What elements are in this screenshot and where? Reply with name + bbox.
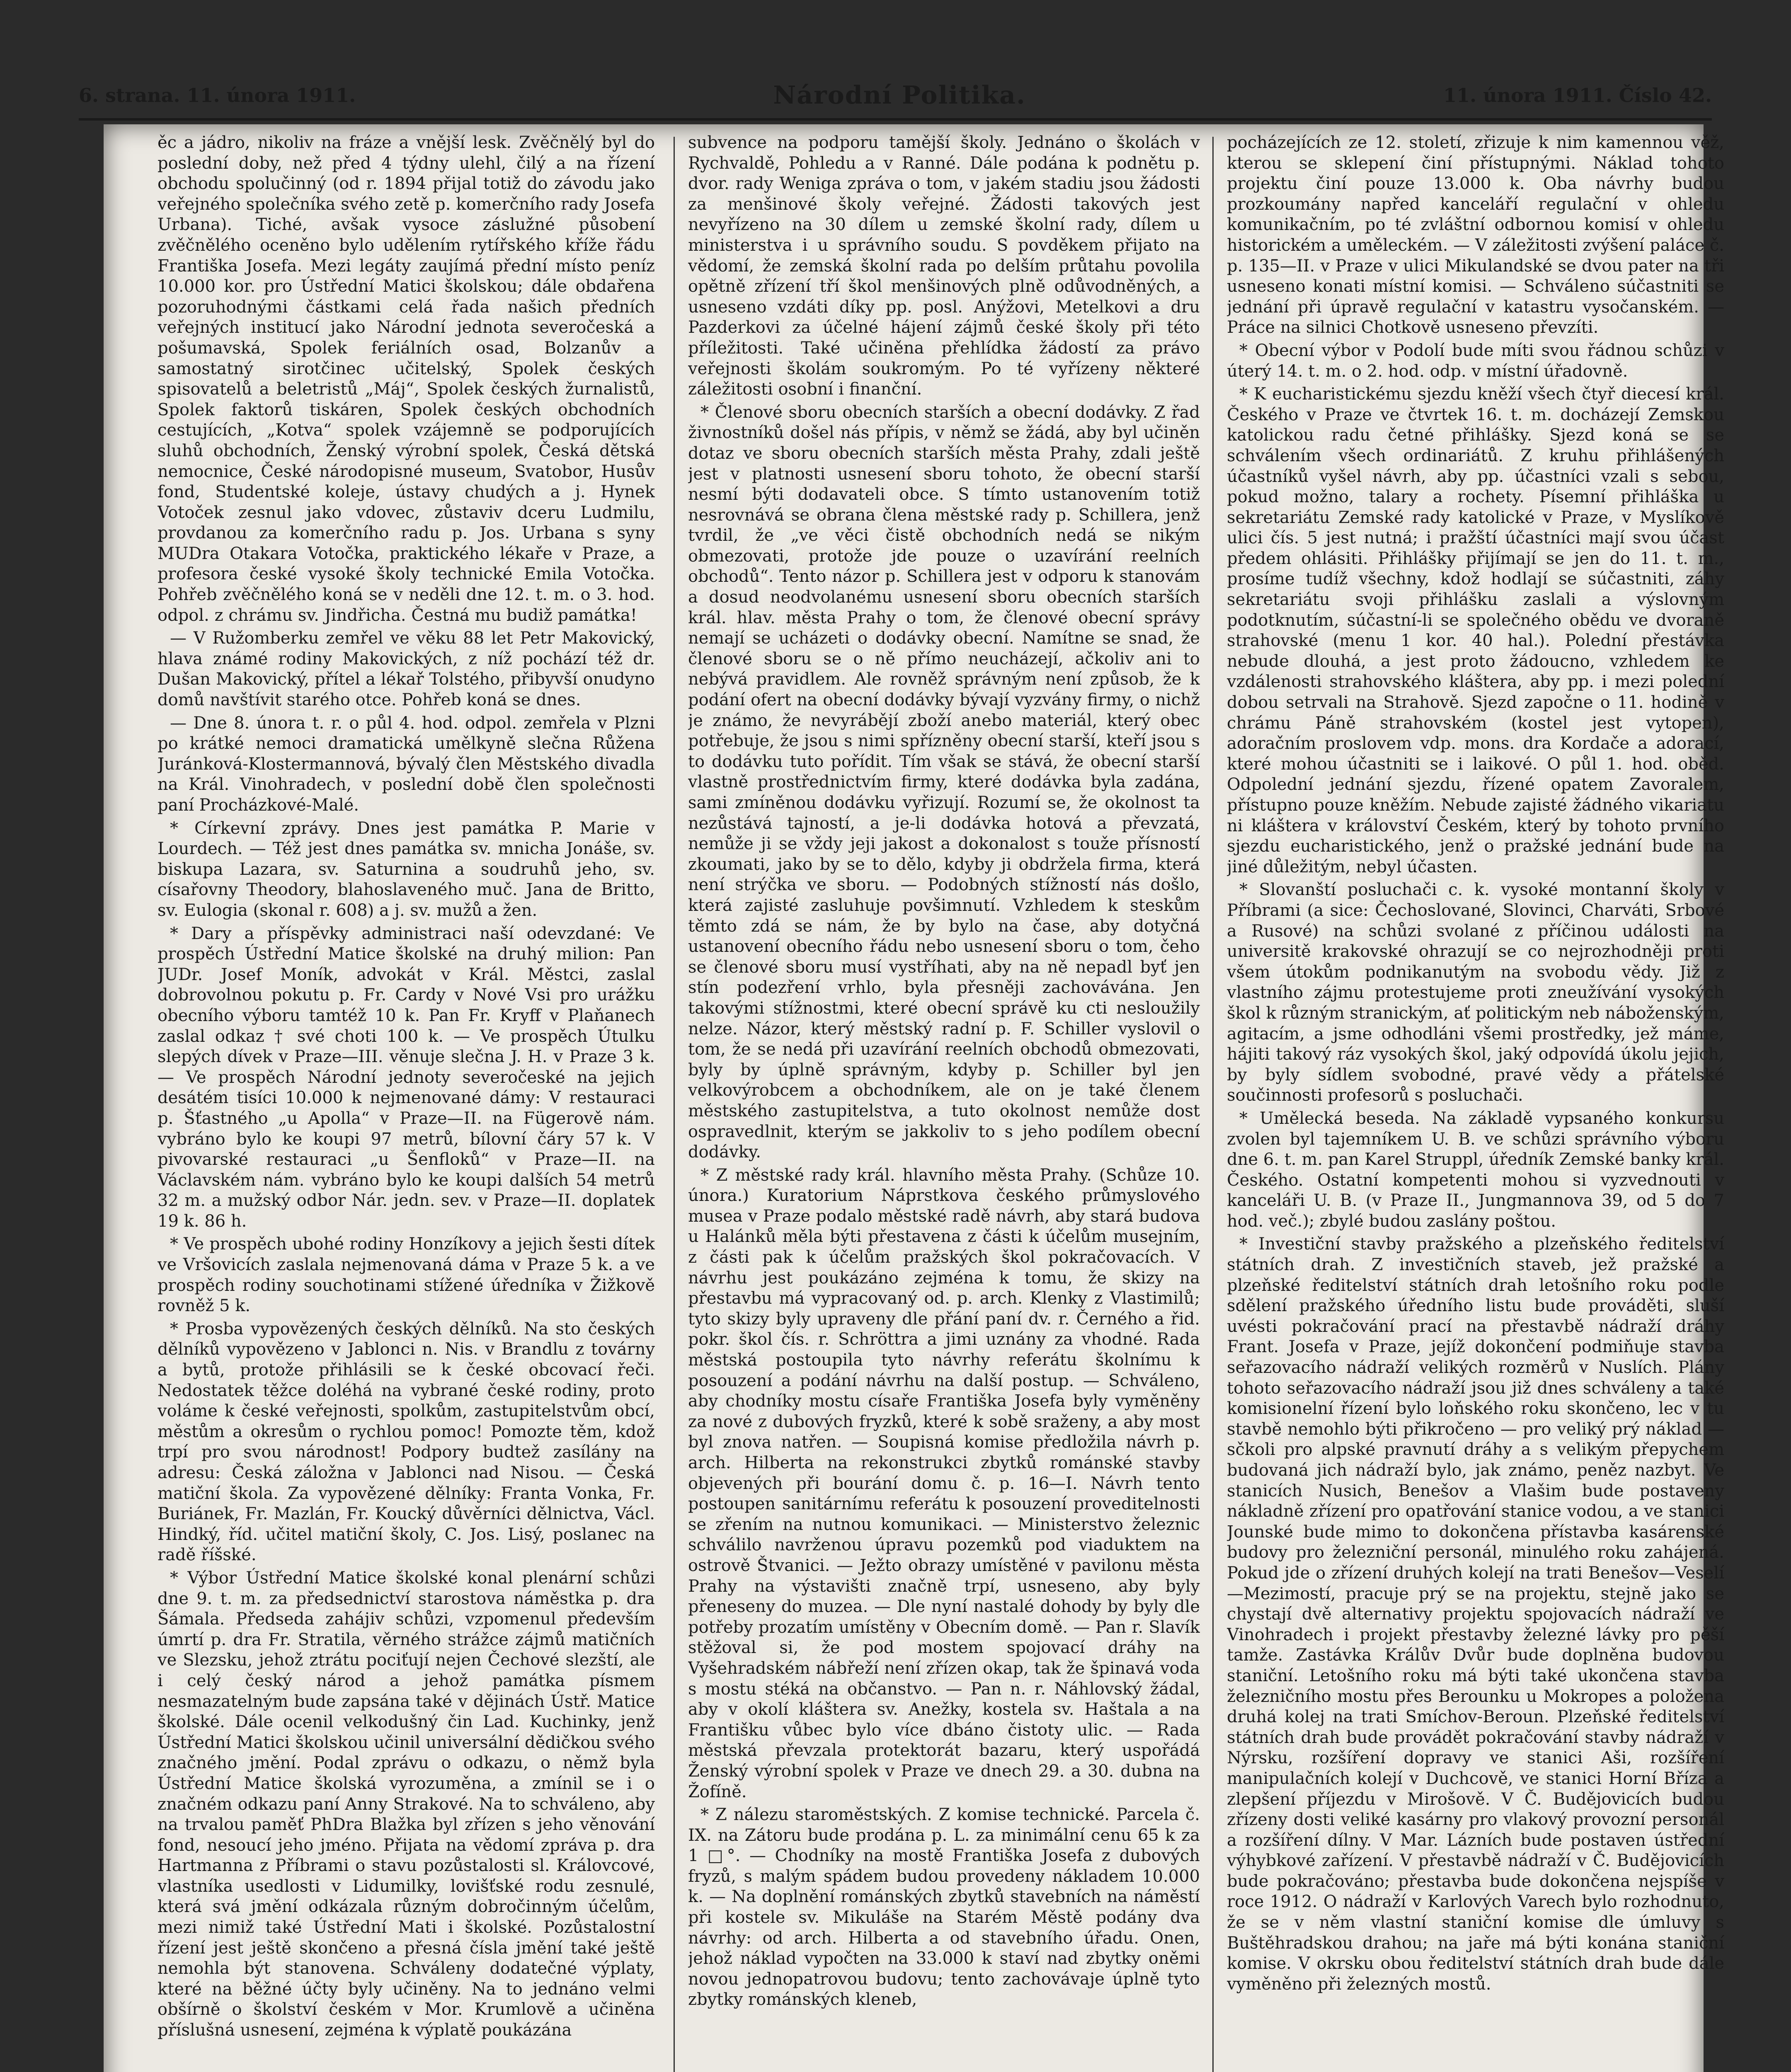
column-separator: [1212, 137, 1214, 2072]
article-paragraph: pocházejících ze 12. století, zřizuje k nim kamennou věž, kterou se sklepení činí přístupnými. Náklad tohoto projektu činí pouze 13.000 k. Oba návrhy budou prozkoumány napřed kanceláří regulační v ohledu komunikačním, po té zvláštní odbornou komisí v ohledu historickém a uměleckém. — V záležitosti zvýšení paláce č. p. 135—II. v Praze v ulici Mikulandské se dvou pater na tři usneseno konati místní komisi. — Schváleno súčastniti se jednání při úpravě regulační v katastru vysočanském. — Práce na silnici Chotkově usneseno převzíti.: [1227, 133, 1724, 337]
article-paragraph: * Investiční stavby pražského a plzeňského ředitelství státních drah. Z investičních staveb, jež pražské a plzeňské ředitelství státních drah letošního roku podle sdělení pražského úředního listu bude prováděti, sluší uvésti pokračování prací na přestavbě nádraží dráhy Frant. Josefa v Praze, jejíž dokončení podmiňuje stavba seřazovacího nádraží velikých rozměrů v Nuslích. Plány tohoto seřazovacího nádraží jsou již dnes schváleny a také komisionelní řízení bylo loňského roku skončeno, lec v tu stavbě nemohlo býti přikročeno — pro veliký prý náklad — sčkoli pro alpské pravnutí dráhy a s velikým přepychem budovaná jich nádraží bylo, jak známo, peněz nazbyt. Ve stanicích Nusich, Benešov a Vlašim bude postaveny nákladně zřízení pro opatřování stanice vodou, a ve stanici Jounské bude mimo to dokončena přístavba kasárenské budovy pro železniční personál, minulého roku zahájená. Pokud jde o zřízení druhých kolejí na trati Benešov—Veselí—Mezimostí, pracuje prý se na projektu, stejně jako se chystají dvě alternativy projektu spojovacích nádraží ve Vinohradech i projekt přestavby železné lávky pro pěší tamže. Zastávka Králův Dvůr bude doplněna budovou staniční. Letošního roku má býti také ukončena stavba železničního mostu přes Berounku u Mokropes a položena druhá kolej na trati Smíchov-Beroun. Plzeňské ředitelství státních drah bude provádět pokračování stavby nádraží v Nýrsku, rozšíření dopravy ve stanici Aši, rozšíření manipulačních kolejí v Duchcově, ve stanici Horní Bříza a zlepšení příjezdu v Mirošově. V Č. Budějovicích budou zřízeny dosti veliké kasárny pro vlakový provozní personál a rozšíření dílny. V Mar. Lázních bude postaven ústřední výhybkové zařízení. V přestavbě nádraží v Č. Budějovicích bude pokračováno; přestavba bude dokončena nejspíše v roce 1912. O nádraží v Karlových Varech bylo rozhodnuto, že se v něm vlastní staniční komise dle úmluvy s Buštěhradskou drahou; na jaře má býti konána staniční komise. V okrsku obou ředitelství státních drah bude dále vyměněno při železných mostů.: [1227, 1234, 1724, 1994]
article-paragraph: * Umělecká beseda. Na základě vypsaného konkursu zvolen byl tajemníkem U. B. ve schůzi správního výboru dne 6. t. m. pan Karel Struppl, úředník Zemské banky král. Českého. Ostatní kompetenti mohou si vyzvednouti v kanceláři U. B. (v Praze II., Jungmannova 39, od 5 do 7 hod. več.); zbylé budou zaslány poštou.: [1227, 1109, 1724, 1231]
article-paragraph: subvence na podporu tamější školy. Jednáno o školách v Rychvaldě, Pohledu a v Ranné. Dále podána k podnětu p. dvor. rady Wenigа zpráva o tom, v jakém stadiu jsou žádosti za menšinové školy veřejné. Žádosti takových jest nevyřízeno na 30 dílem u zemské školní rady, dílem u ministerstva i u správního soudu. S povděkem přijato na vědomí, že zemská školní rada po delším průtahu povolila opětně zřízení tří škol menšinových plně odůvodněných, a usneseno vzdáti díky pp. posl. Anýžovi, Metelkovi a dru Pazderkovi za účelné hájení zájmů české školy při této příležitosti. Také učiněna přehlídka žádostí za právo veřejnosti školám soukromým. Po té vyřízeny některé záležitosti osobní i finanční.: [688, 133, 1200, 399]
header-rule: [79, 118, 1712, 121]
article-paragraph: * Církevní zprávy. Dnes jest památka P. Marie v Lourdech. — Též jest dnes památka sv. mnicha Jonáše, sv. biskupa Lazara, sv. Saturnina a soudruhů jeho, sv. císařovny Theodory, blahoslaveného muč. Jana de Britto, sv. Eulogia (skonal r. 608) a j. sv. mužů a žen.: [158, 818, 655, 920]
article-paragraph: * Členové sboru obecních starších a obecní dodávky. Z řad živnostníků došel nás přípis, v němž se žádá, aby byl učiněn dotaz ve sboru obecních starších města Prahy, zdali ještě jest v platnosti usnesení sboru tohoto, že obecní starší nesmí býti dodavateli obce. S tímto ustanovením totiž nesrovnává se obrana člena městské rady p. Schillera, jenž tvrdil, že „ve věci čistě obchodních nedá se nikým obmezovati, protože jde pouze o uzavírání reelních obchodů“. Tento názor p. Schillera jest v odporu k stanovám a dosud neodvolanému usnesení sboru obecních starších král. hlav. města Prahy o tom, že členové obecní správy nemají se ucházeti o dodávky obecní. Namítne se snad, že členové sboru se o ně přímo neucházejí, ačkoliv ani to nebývá pravidlem. Ale rovněž správným není způsob, že k podání ofert na obecní dodávky bývají vyzvány firmy, o nichž je známo, že nevyrábějí zboží anebo materiál, který obec potřebuje, že jsou s nimi spřízněny obecní starší, kteří jsou s to dodávku tuto pořídit. Tím však se stává, že obecní starší vlastně prostřednictvím firmy, které dodávka byla zadána, sami zmíněnou dodávku vyřizují. Rozumí se, že okolnost ta nezůstává tajností, a je-li dodávka hotová a převzatá, nemůže ji se vždy jeji jakost a dokonalost s touže přísností zkoumati, jako by se to dělo, kdyby ji obdržela firma, která není strýčka ve sboru. — Podobných stížností nás došlo, která zajisté zasluhuje povšimnutí. Vzhledem k steskům těmto zdá se nám, že by bylo na čase, aby dotyčná ustanovení obecního řádu nebo usnesení sboru o tom, čeho se členové sboru musí vystříhati, aby na ně nepadl byť jen stín podezření vrhlo, byla přesněji zachovávána. Jen takovými stížnostmi, které obecní správě ku cti nesloužily nelze. Názor, který městský radní p. F. Schiller vyslovil o tom, že se nedá při uzavírání reelních obchodů obmezovati, byly by úplně správným, kdyby p. Schiller byl jen velkovýrobcem a obchodníkem, ale on je také členem městského zastupitelstva, a tuto okolnost nemůže dost ospravedlnit, kterým se jakkoliv to s jeho podílem obecní dodávky.: [688, 402, 1200, 1162]
article-paragraph: * Ve prospěch ubohé rodiny Honzíkovy a jejich šesti dítek ve Vršovicích zaslala nejmenovaná dáma v Praze 5 k. a ve prospěch rodiny souchotinami stížené úředníka v Žižkově rovněž 5 k.: [158, 1234, 655, 1316]
article-paragraph: * Výbor Ústřední Matice školské konal plenární schůzi dne 9. t. m. za předsednictví starostova náměstka p. dra Šámala. Předseda zahájiv schůzi, vzpomenul především úmrtí p. dra Fr. Stratila, věrného strážce zájmů matičních ve Slezsku, jehož ztrátu pociťují nejen Čechové slezští, ale i celý český národ a jehož památka písmem nesmazatelným bude zapsána také v dějinách Ústř. Matice školské. Dále ocenil velkodušný čin Lad. Kuchinky, jenž Ústřední Matici školskou učinil universální dědičkou svého značného jmění. Podal zprávu o odkazu, o němž byla Ústřední Matice školská vyrozuměna, a zmínil se i o značném odkazu paní Anny Strakové. Na to schváleno, aby na trvalou paměť PhDra Blažka byl zřízen s jeho věnování fond, nesoucí jeho jméno. Přijata na vědomí zpráva p. dra Hartmanna z Příbrami o stavu pozůstalosti sl. Královcové, vlastníka usedlosti v Lidumilky, lovišťské rodu zesnulé, která svá jmění odkázala různým dobročinným účelům, mezi nimiž také Ústřední Mati i školské. Pozůstalostní řízení jest ještě skončeno a přesná čísla jmění také ještě nemohla být stanovena. Schváleny dodatečné výplaty, které na běžné účty byly učiněny. Na to jednáno velmi obšírně o školství českém v Mor. Krumlově a učiněna příslušná usnesení, zejména k výplatě poukázána: [158, 1568, 655, 2040]
column-separator: [674, 137, 675, 2072]
article-paragraph: — V Ružomberku zemřel ve věku 88 let Petr Makovický, hlava známé rodiny Makovických, z níž pochází též dr. Dušan Makovický, přítel a lékař Tolstého, přibyvší onudyno domů navštívit starého otce. Pohřeb koná se dnes.: [158, 629, 655, 710]
article-paragraph: ěc a jádro, nikoliv na fráze a vnější lesk. Zvěčnělý byl do poslední doby, než před 4 týdny ulehl, čilý a na řízení obchodu spolučinný (od r. 1894 přijal totiž do závodu jako veřejného společníka svého zetě p. komerčního rady Josefa Urbana). Tiché, avšak vysoce záslužné působení zvěčnělého oceněno bylo udělením rytířského kříže řádu Františka Josefa. Mezi legáty zaujímá přední místo peníz 10.000 kor. pro Ústřední Matici školskou; dále obdařena pozoruhodnými částkami celá řada našich předních veřejných institucí jako Národní jednota severočeská a pošumavská, Spolek feriálních osad, Bolzanův a samostatný sirotčinec učitelský, Spolek českých spisovatelů a beletristů „Máj“, Spolek českých žurnalistů, Spolek faktorů tiskáren, Spolek českých obchodních cestujících, „Kotva“ spolek vzájemně se podporujících sluhů obchodních, Ženský výrobní spolek, Česká dětská nemocnice, České národopisné museum, Svatobor, Husův fond, Studentské koleje, ústavy chudých a j. Hynek Votoček zesnul jako vdovec, zůstaviv dceru Ludmilu, provdanou za komerčního radu p. Jos. Urbana s syny MUDra Otakara Votočka, praktického lékaře v Praze, a profesora české vysoké školy technické Emila Votočka. Pohřeb zvěčnělého koná se v neděli dne 12. t. m. o 3. hod. odpol. z chrámu sv. Jindřicha. Čestná mu budiž památka!: [158, 133, 655, 625]
article-paragraph: * Obecní výbor v Podolí bude míti svou řádnou schůzi v úterý 14. t. m. o 2. hod. odp. v místní úřadovně.: [1227, 341, 1724, 381]
article-paragraph: * Slovanští posluchači c. k. vysoké montanní školy v Příbrami (a sice: Čechoslované, Slovinci, Charváti, Srbové a Rusové) na schůzi svolané z příčinou události na universitě krakovské ohrazují se co nejrozhodněji proti všem útokům podnikanutým na svobodu vědy. Již z vlastního zájmu protestujeme proti zneužívání vysokých škol k různým stranickým, ať politickým neb náboženským, agitacím, a jsme odhodláni všemi prostředky, jež máme, hájiti takový ráz vysokých škol, jaký odpovídá úkolu jejich, by byly sídlem svobodné, pravé vědy a přátelské součinnosti profesorů s posluchači.: [1227, 880, 1724, 1105]
header-date-issue: 11. února 1911. Číslo 42.: [1443, 84, 1712, 107]
article-paragraph: * K eucharistickému sjezdu kněží všech čtyř diecesí král. Českého v Praze ve čtvrtek 16. t. m. docházejí Zemskou katolickou radu četné přihlášky. Sjezd koná se se schválením všech ordinariátů. Z kruhu přihlášených účastníků vyšel návrh, aby pp. účastníci vzali s sebou, pokud možno, talary a rochety. Písemní přihláška u sekretariátu Zemské rady katolické v Praze, v Myslíkově ulici čís. 5 jest nutná; i pražští účastníci mají svou účast předem ohlásiti. Přihlášky přijímají se jen do 11. t. m., prosíme tudíž všechny, kdož hodlají se súčastniti, záhy sekretariátu svoji přihlášku zaslali a výslovným podotknutím, súčastní-li se společného obědu ve dvoraně strahovské (menu 1 kor. 40 hal.). Polední přestávka nebude dlouhá, a jest proto žádoucno, vzhledem ke vzdálenosti strahovského kláštera, aby pp. i mezi polední dobou setrvali na Strahově. Sjezd započne o 11. hodině v chrámu Páně strahovském (kostel jest vytopen), adoračním proslovem vdp. mons. dra Kordače a adorací, které mohou účastniti se i laikové. O půl 1. hod. oběd. Odpolední jednání sjezdu, řízené opatem Zavoralem, přístupno pouze kněžím. Nebude zajisté žádného vikariatu ni kláštera v království Českém, který by tohoto prvního sjezdu eucharistického, jenž o pražské jednání bude na jiné důležitým, nebyl účasten.: [1227, 385, 1724, 876]
text-column-2: [688, 133, 1200, 2072]
article-paragraph: * Dary a příspěvky administraci naší odevzdané: Ve prospěch Ústřední Matice školské na druhý milion: Pan JUDr. Josef Moník, advokát v Král. Městci, zaslal dobrovolnou pokutu p. Fr. Cardy v Nové Vsi pro urážku obecního výboru tamtéž 10 k. Pan Fr. Kryff v Plaňanech zaslal odkaz † své choti 100 k. — Ve prospěch Útulku slepých dívek v Praze—III. věnuje slečna J. H. v Praze 3 k. — Ve prospěch Národní jednoty severočeské na jejich desátém tisíci 10.000 k nejmenované dámy: V restauraci p. Šťastného „u Apolla“ v Praze—II. na Fügerově nám. vybráno bylo ke koupi 97 metrů, bílovní čáry 57 k. V pivovarské restauraci „u Šenfloků“ v Praze—II. na Václavském nám. vybráno bylo ke koupi dalších 54 metrů 32 m. a mužský odbor Nár. jedn. sev. v Praze—II. doplatek 19 k. 86 h.: [158, 924, 655, 1231]
article-paragraph: — Dne 8. února t. r. o půl 4. hod. odpol. zemřela v Plzni po krátké nemoci dramatická umělkyně slečna Růžena Juránková-Klostermannová, bývalý člen Městského divadla na Král. Vinohradech, v poslední době člen společnosti paní Procházkové-Malé.: [158, 713, 655, 815]
article-paragraph: * Z nálezu staroměstských. Z komise technické. Parcela č. IX. na Zátoru bude prodána p. L. za minimální cenu 65 k za 1 □°. — Chodníky na mostě Františka Josefa z dubových fryzů, s malým spádem budou provedeny nákladem 10.000 k. — Na doplnění románských zbytků stavebních na náměstí při kostele sv. Mikuláše na Starém Městě podány dva návrhy: od arch. Hilberta a od stavebního úřadu. Onen, jehož náklad vypočten na 33.000 k staví nad zbytky oněmi novou jednopatrovou budovu; tento zachovávaje úplně tyto zbytky románských klenеb,: [688, 1805, 1200, 2009]
header-page-date: 6. strana. 11. února 1911.: [79, 84, 356, 107]
article-paragraph: * Prosba vypovězených českých dělníků. Na sto českých dělníků vypovězeno v Jablonci n. Nis. v Brandlu z továrny a bytů, protože přihlásili se k české obcovací řeči. Nedostatek těžce doléhá na vybrané české rodiny, proto voláme k české veřejnosti, spolkům, zastupitelstvům obcí, městům a okresům o rychlou pomoc! Pomozte těm, kdož trpí pro svou národnost! Podpory budtež zasílány na adresu: Česká záložna v Jablonci nad Nisou. — Česká matiční škola. Za vypovězené dělníky: Franta Vonka, Fr. Buriánek, Fr. Mazlán, Fr. Koucký důvěrníci dělnictva, Václ. Hindký, říd. učitel matiční školy, C. Jos. Lisý, poslanec na radě říšské.: [158, 1319, 655, 1565]
text-column-1: [158, 133, 655, 2072]
page-header: [79, 75, 1712, 116]
text-column-3: [1227, 133, 1724, 2072]
article-paragraph: * Z městské rady král. hlavního města Prahy. (Schůze 10. února.) Kuratorium Náprstkova českého průmyslového musea v Praze podalo městské radě návrh, aby stará budova u Halánků měla býti přestavena z části k účelům musejním, z části pak k účelům pražských škol pokračovacích. V návrhu jest poukázáno zejména k tomu, že skizy na přestavbu má vypracovaný od. p. arch. Klenky z Vlastimilů; tyto skizy byly upraveny dle přání paní dv. r. Černého a řid. pokr. škol čís. r. Schröttra a jimi uznány za vhodné. Rada městská postoupila tyto návrhy referátu školnímu k posouzení a podání návrhu na další postup. — Schváleno, aby chodníky mostu císaře Františka Josefa byly vyměněny za nové z dubových fryzků, které k sobě sraženy, a aby most byl znova natřen. — Soupisná komise předložila návrh p. arch. Hilberta na rekonstrukci zbytků románské stavby objevených při bourání domu č. p. 16—I. Návrh tento postoupen sanitárnímu referátu k posouzení proveditelnosti se zřením na nutnou komunikaci. — Ministerstvo železnic schválilo navrženou úpravu pozemků pod viaduktem na ostrově Štvanici. — Ježto obrazy umístěné v pavilonu města Prahy na výstavišti značně trpí, usneseno, aby byly přeneseny do muzea. — Dle nyní nastalé dohody by byly dle potřeby prozatím umístěny v Obecním domě. — Pan r. Slavík stěžoval si, že pod mostem spojovací dráhy na Vyšehradském nábřeží není zřízen okap, tak že špinavá voda s mostu stéká na občanstvo. — Pan n. r. Náhlovský žádal, aby v okolí kláštera sv. Anežky, kostela sv. Haštala a na Františku vůbec bylo více dbáno čistoty ulic. — Rada městská převzala protektorát bazaru, který uspořádá Ženský výrobní spolek v Praze ve dnech 29. a 30. dubna na Žofíně.: [688, 1165, 1200, 1801]
newspaper-title: Národní Politika.: [773, 81, 1026, 110]
